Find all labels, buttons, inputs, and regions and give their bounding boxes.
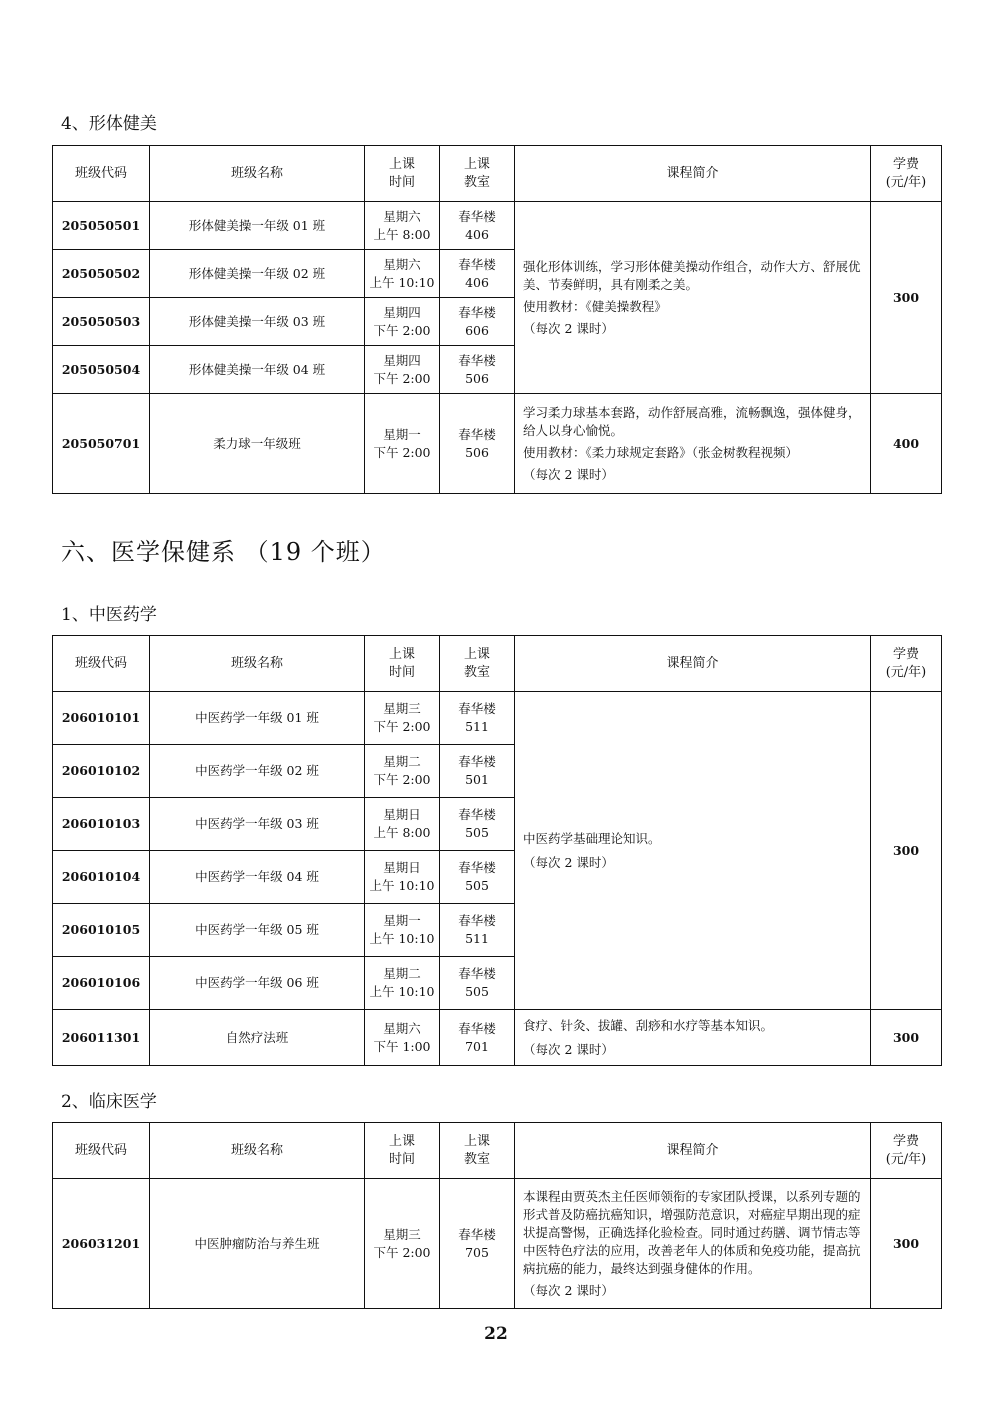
class-room: 春华楼 705 — [440, 1179, 515, 1309]
course-description — [515, 1010, 871, 1066]
class-room: 春华楼 606 — [440, 298, 515, 346]
table-linchuang — [52, 1122, 942, 1309]
header-desc: 课程简介 — [515, 636, 871, 692]
class-code: 205050701 — [53, 394, 150, 494]
header-time: 上课 时间 — [365, 1123, 440, 1179]
header-fee: 学费 (元/年) — [871, 636, 942, 692]
desc-line: 学习柔力球基本套路，动作舒展高雅，流畅飘逸，强体健身，给人以身心愉悦。 — [523, 404, 861, 438]
table-xingti — [52, 145, 942, 494]
class-name: 中医药学一年级 05 班 — [150, 904, 365, 957]
desc-line: 本课程由贾英杰主任医师领衔的专家团队授课，以系列专题的形式普及防癌抗癌知识，增强防范意识，对癌症早期出现的症状提高警惕，正确选择化验检查。同时通过药膳、调节情志等中医特色疗法的应用，改善老年人的体质和免疫功能，提高抗病抗癌的能力，最终达到强身健体的作用。 — [523, 1188, 861, 1276]
class-code: 206010103 — [53, 798, 150, 851]
class-name: 中医药学一年级 02 班 — [150, 745, 365, 798]
header-code: 班级代码 — [53, 636, 150, 692]
class-room: 春华楼 406 — [440, 250, 515, 298]
table-row — [53, 202, 942, 250]
class-code: 206011301 — [53, 1010, 150, 1066]
class-room: 春华楼 505 — [440, 957, 515, 1010]
class-code: 206010102 — [53, 745, 150, 798]
class-name: 形体健美操一年级 01 班 — [150, 202, 365, 250]
class-name: 中医药学一年级 06 班 — [150, 957, 365, 1010]
class-code: 205050501 — [53, 202, 150, 250]
class-time: 星期日 上午 10:10 — [365, 851, 440, 904]
class-room: 春华楼 501 — [440, 745, 515, 798]
class-time: 星期四 下午 2:00 — [365, 346, 440, 394]
class-time: 星期二 上午 10:10 — [365, 957, 440, 1010]
class-code: 206031201 — [53, 1179, 150, 1309]
desc-line: （每次 2 课时） — [523, 320, 614, 336]
class-name: 中医药学一年级 04 班 — [150, 851, 365, 904]
table-zhongyi — [52, 635, 942, 1066]
header-code: 班级代码 — [53, 1123, 150, 1179]
department-title: 六、医学保健系 （19 个班） — [61, 538, 386, 566]
header-room: 上课 教室 — [440, 636, 515, 692]
tuition-fee: 400 — [871, 394, 942, 494]
class-room: 春华楼 506 — [440, 346, 515, 394]
class-room: 春华楼 506 — [440, 394, 515, 494]
table-row — [53, 1179, 942, 1309]
desc-line: 使用教材：《柔力球规定套路》（张金树教程视频） — [523, 444, 799, 460]
class-name: 柔力球一年级班 — [150, 394, 365, 494]
desc-line: （每次 2 课时） — [523, 1041, 614, 1057]
desc-line: （每次 2 课时） — [523, 1282, 614, 1298]
class-code: 205050503 — [53, 298, 150, 346]
header-desc: 课程简介 — [515, 146, 871, 202]
class-code: 205050504 — [53, 346, 150, 394]
desc-line: 使用教材：《健美操教程》 — [523, 298, 667, 314]
class-time: 星期三 下午 2:00 — [365, 1179, 440, 1309]
class-code: 206010105 — [53, 904, 150, 957]
tuition-fee: 300 — [871, 1010, 942, 1066]
table-row — [53, 1010, 942, 1066]
class-time: 星期一 上午 10:10 — [365, 904, 440, 957]
header-code: 班级代码 — [53, 146, 150, 202]
course-description — [515, 1179, 871, 1309]
desc-line: 中医药学基础理论知识。 — [523, 830, 661, 846]
class-time: 星期六 上午 10:10 — [365, 250, 440, 298]
class-name: 中医肿瘤防治与养生班 — [150, 1179, 365, 1309]
tuition-fee: 300 — [871, 202, 942, 394]
tuition-fee: 300 — [871, 692, 942, 1010]
header-time: 上课 时间 — [365, 146, 440, 202]
class-code: 206010106 — [53, 957, 150, 1010]
page-number: 22 — [484, 1324, 508, 1344]
class-name: 自然疗法班 — [150, 1010, 365, 1066]
course-description — [515, 202, 871, 394]
class-name: 中医药学一年级 03 班 — [150, 798, 365, 851]
class-time: 星期三 下午 2:00 — [365, 692, 440, 745]
header-name: 班级名称 — [150, 146, 365, 202]
header-name: 班级名称 — [150, 636, 365, 692]
header-name: 班级名称 — [150, 1123, 365, 1179]
class-code: 206010104 — [53, 851, 150, 904]
desc-line: （每次 2 课时） — [523, 854, 614, 870]
header-room: 上课 教室 — [440, 1123, 515, 1179]
class-time: 星期日 上午 8:00 — [365, 798, 440, 851]
class-name: 形体健美操一年级 03 班 — [150, 298, 365, 346]
class-room: 春华楼 505 — [440, 851, 515, 904]
tuition-fee: 300 — [871, 1179, 942, 1309]
class-time: 星期一 下午 2:00 — [365, 394, 440, 494]
class-name: 形体健美操一年级 04 班 — [150, 346, 365, 394]
class-name: 中医药学一年级 01 班 — [150, 692, 365, 745]
section-title-xingti: 4、形体健美 — [61, 114, 157, 134]
class-time: 星期六 下午 1:00 — [365, 1010, 440, 1066]
header-fee: 学费 (元/年) — [871, 1123, 942, 1179]
desc-line: 食疗、针灸、拔罐、刮痧和水疗等基本知识。 — [523, 1017, 774, 1033]
header-fee: 学费 (元/年) — [871, 146, 942, 202]
class-room: 春华楼 511 — [440, 904, 515, 957]
table-row — [53, 394, 942, 494]
class-code: 205050502 — [53, 250, 150, 298]
class-room: 春华楼 406 — [440, 202, 515, 250]
section-title-zhongyi: 1、中医药学 — [61, 605, 157, 625]
class-time: 星期四 下午 2:00 — [365, 298, 440, 346]
desc-line: （每次 2 课时） — [523, 466, 614, 482]
header-desc: 课程简介 — [515, 1123, 871, 1179]
class-name: 形体健美操一年级 02 班 — [150, 250, 365, 298]
class-time: 星期六 上午 8:00 — [365, 202, 440, 250]
header-time: 上课 时间 — [365, 636, 440, 692]
class-room: 春华楼 701 — [440, 1010, 515, 1066]
class-time: 星期二 下午 2:00 — [365, 745, 440, 798]
class-room: 春华楼 511 — [440, 692, 515, 745]
table-row — [53, 692, 942, 745]
section-title-linchuang: 2、临床医学 — [61, 1092, 157, 1112]
desc-line: 强化形体训练，学习形体健美操动作组合，动作大方、舒展优美、节奏鲜明，具有刚柔之美。 — [523, 258, 861, 292]
class-code: 206010101 — [53, 692, 150, 745]
class-room: 春华楼 505 — [440, 798, 515, 851]
header-room: 上课 教室 — [440, 146, 515, 202]
course-description — [515, 394, 871, 494]
course-description — [515, 692, 871, 1010]
